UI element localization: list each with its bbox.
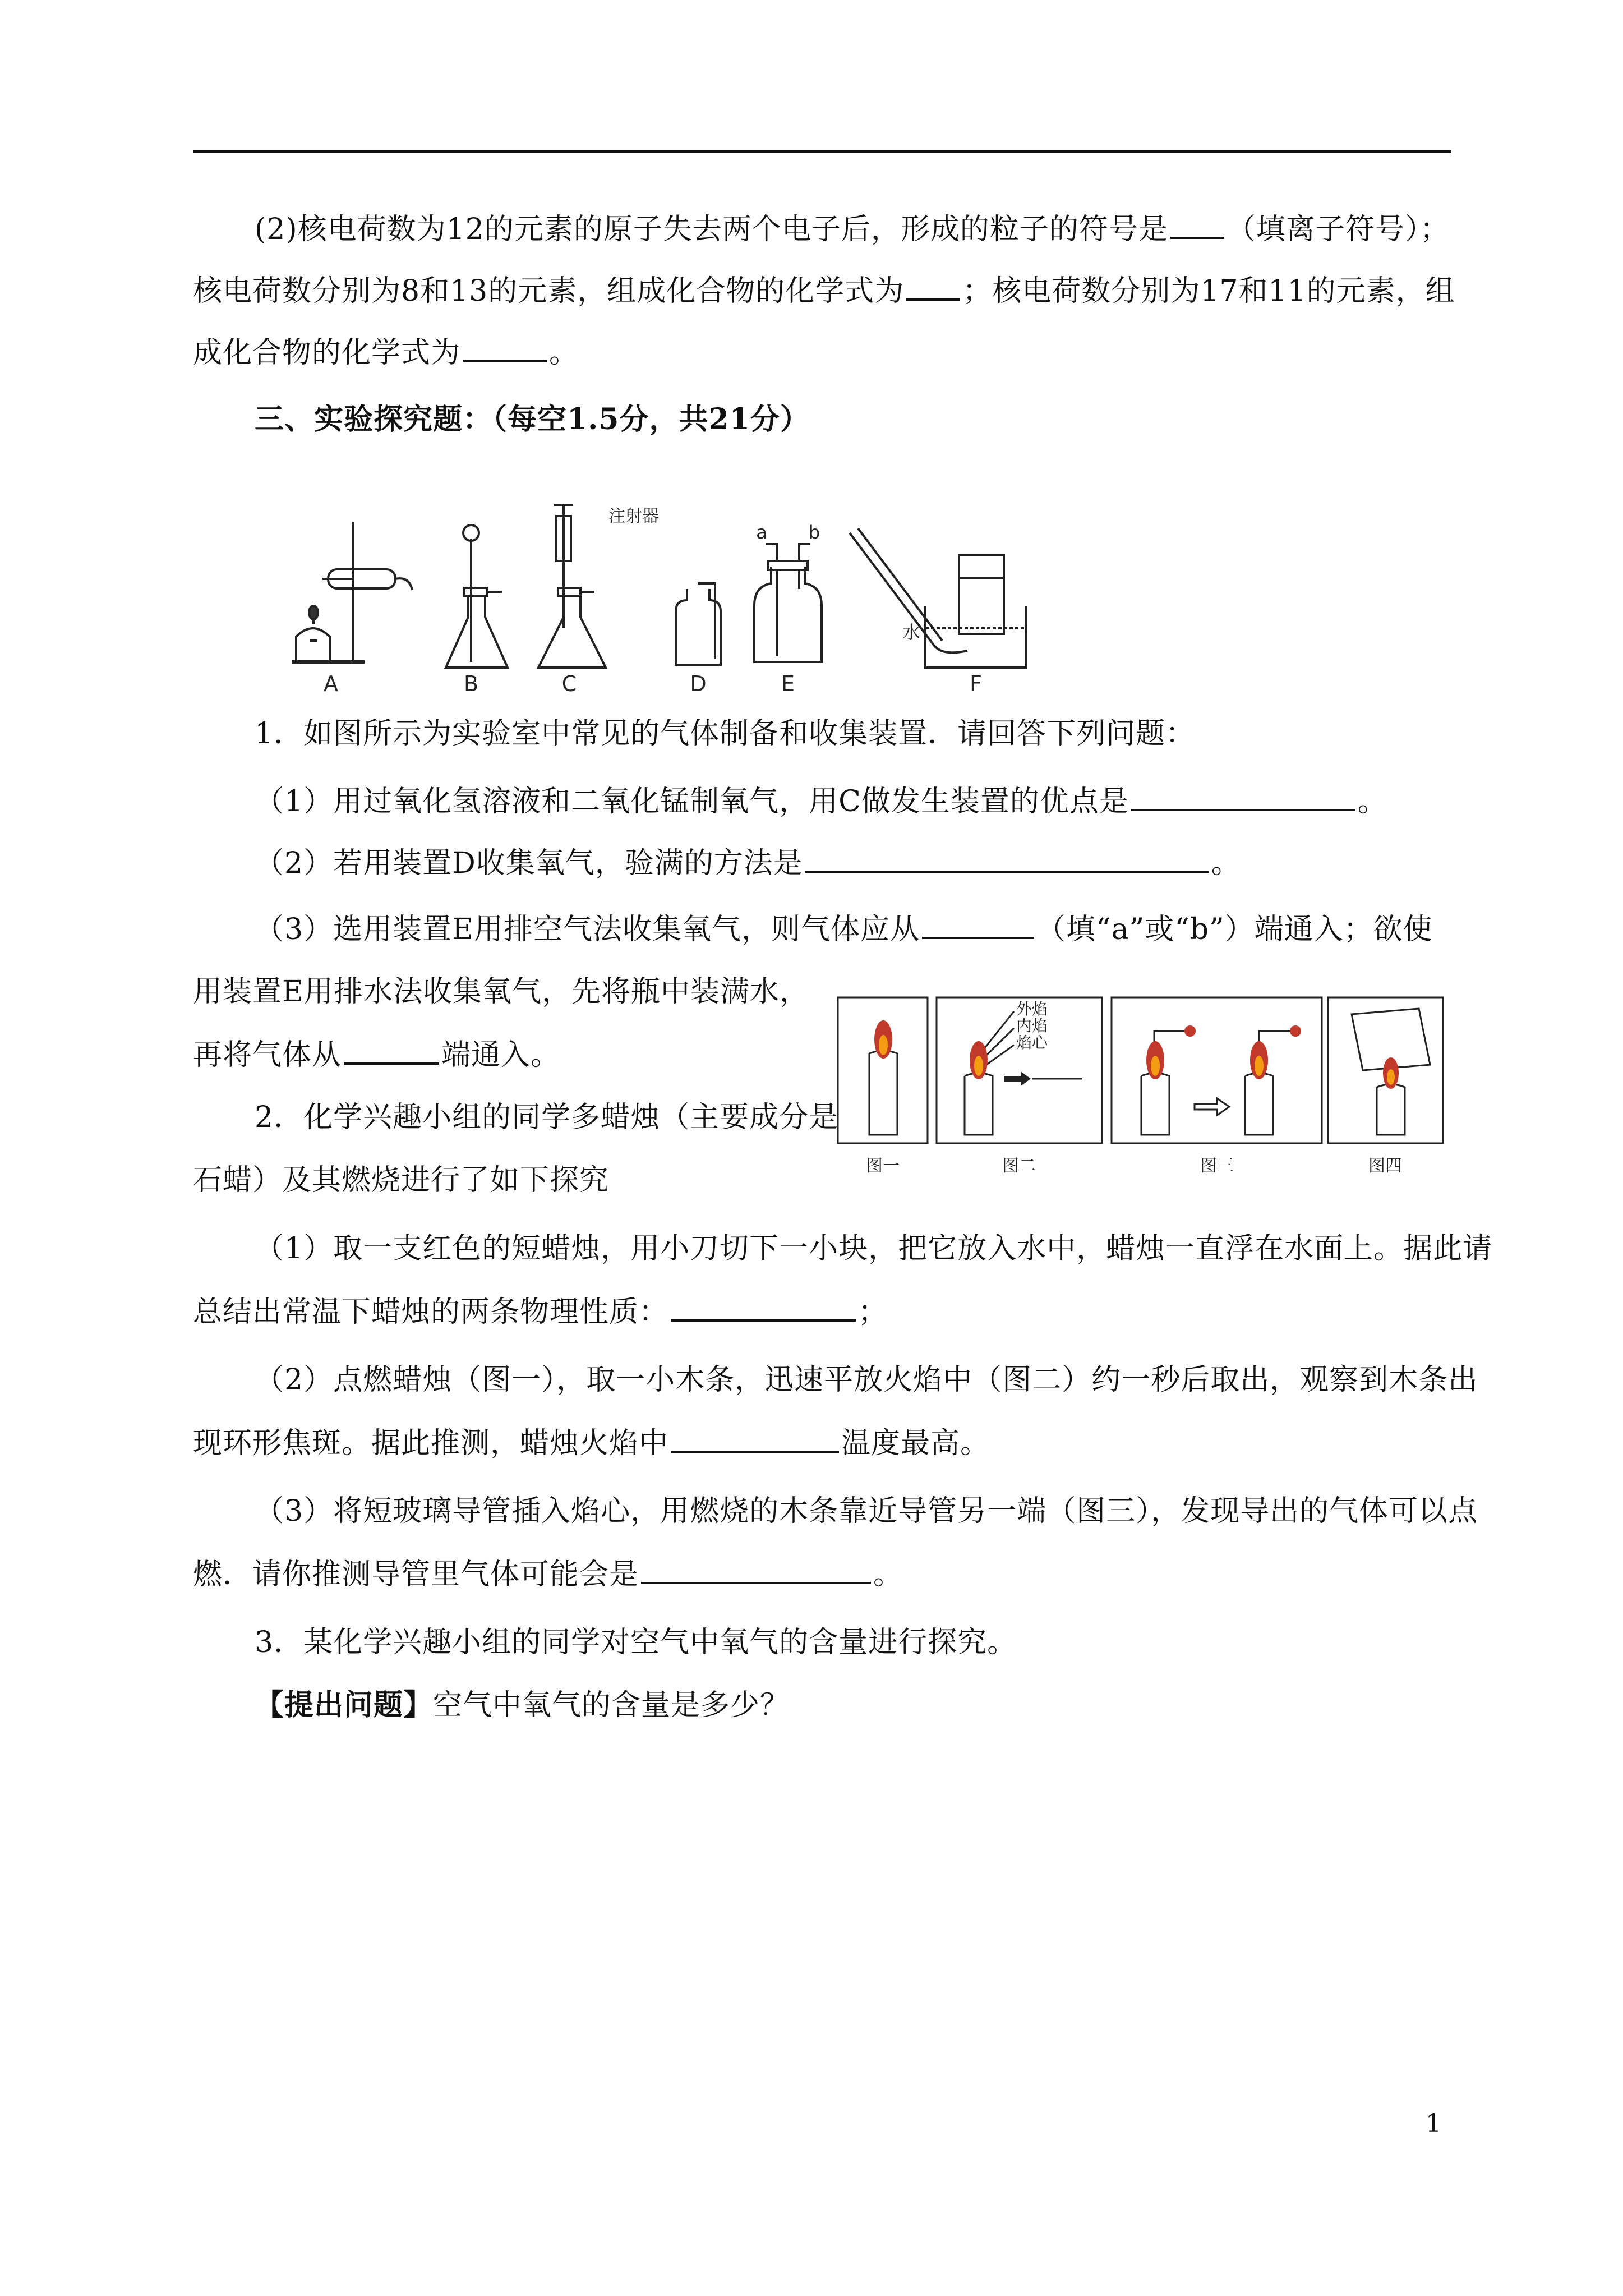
q2-text-2b: ；核电荷数分别为17和11的元素，组 bbox=[962, 274, 1455, 308]
p1-q2 bbox=[255, 846, 1241, 880]
p1-q1 bbox=[255, 784, 1387, 818]
q2-line-2 bbox=[193, 274, 1455, 308]
p2-q3-line-2 bbox=[193, 1557, 903, 1591]
header-rule bbox=[193, 150, 1451, 153]
apparatus-d-icon bbox=[676, 583, 721, 665]
syringe-label: 注射器 bbox=[608, 507, 659, 526]
water-label: 水 bbox=[902, 622, 921, 643]
p2-q3-line-1: （3）将短玻璃导管插入焰心，用燃烧的木条靠近导管另一端（图三），发现导出的气体可以点 bbox=[255, 1494, 1478, 1528]
section-heading: 三、实验探究题：（每空1.5分，共21分） bbox=[255, 402, 810, 436]
q2-line-1 bbox=[255, 212, 1450, 246]
flame-label-outer: 外焰 bbox=[1016, 1000, 1048, 1018]
p3-question-line bbox=[255, 1688, 790, 1722]
p2-q3-end: 。 bbox=[873, 1558, 903, 1591]
answer-blank-hottest-flame[interactable] bbox=[671, 1426, 839, 1453]
p1-q3-text-3: 再将气体从 bbox=[193, 1038, 342, 1072]
q2-text-1a: (2)核电荷数为12的元素的原子失去两个电子后，形成的粒子的符号是 bbox=[255, 213, 1168, 246]
label-a: A bbox=[324, 671, 338, 696]
p1-q1-end: 。 bbox=[1357, 785, 1387, 818]
p2-q1-end: ； bbox=[858, 1295, 888, 1329]
p3-bracket-label: 【提出问题】 bbox=[255, 1688, 434, 1722]
p1-q3-text-2: （填“a”或“b”）端通入；欲使 bbox=[1036, 913, 1433, 946]
p2-q2-text: 现环形焦斑。据此推测，蜡烛火焰中 bbox=[193, 1427, 669, 1460]
apparatus-figure bbox=[280, 494, 1122, 696]
apparatus-b-icon bbox=[446, 525, 508, 668]
p2-q3-text: 燃．请你推测导管里气体可能会是 bbox=[193, 1558, 639, 1591]
p1-intro: 1．如图所示为实验室中常见的气体制备和收集装置．请回答下列问题： bbox=[255, 717, 1196, 751]
apparatus-f-icon bbox=[850, 528, 1026, 668]
p2-q1-text: 总结出常温下蜡烛的两条物理性质： bbox=[193, 1295, 669, 1329]
p2-intro-2: 石蜡）及其燃烧进行了如下探究 bbox=[193, 1163, 610, 1197]
answer-blank-e-air-inlet[interactable] bbox=[922, 912, 1034, 939]
p2-q1-line-2 bbox=[193, 1295, 888, 1329]
answer-blank-formula-2[interactable] bbox=[463, 335, 547, 362]
p1-q3-text-4: 端通入。 bbox=[441, 1038, 561, 1072]
p1-q3-line-3 bbox=[193, 1038, 560, 1072]
p2-q2-line-2 bbox=[193, 1426, 990, 1460]
caption-fig-1: 图一 bbox=[866, 1156, 900, 1176]
label-e: E bbox=[781, 671, 795, 696]
flame-label-core: 焰心 bbox=[1016, 1033, 1048, 1052]
q2-text-1b: （填离子符号）； bbox=[1226, 213, 1450, 246]
answer-blank-c-advantage[interactable] bbox=[1131, 784, 1355, 811]
answer-blank-formula-1[interactable] bbox=[906, 274, 960, 301]
answer-blank-d-full-check[interactable] bbox=[805, 846, 1209, 873]
p1-q3-line-1 bbox=[255, 912, 1433, 946]
answer-blank-ion-symbol[interactable] bbox=[1170, 212, 1224, 239]
p1-q3-line-2: 用装置E用排水法收集氧气，先将瓶中装满水， bbox=[193, 975, 809, 1009]
p2-intro-1: 2．化学兴趣小组的同学多蜡烛（主要成分是 bbox=[255, 1101, 839, 1134]
caption-fig-4: 图四 bbox=[1368, 1156, 1402, 1176]
p2-q1-line-1: （1）取一支红色的短蜡烛，用小刀切下一小块，把它放入水中，蜡烛一直浮在水面上。据此请 bbox=[255, 1232, 1493, 1266]
flame-label-inner: 内焰 bbox=[1016, 1016, 1048, 1035]
label-c: C bbox=[561, 671, 577, 696]
apparatus-a-icon bbox=[292, 522, 412, 662]
p1-q3-text-1: （3）选用装置E用排空气法收集氧气，则气体应从 bbox=[255, 913, 920, 946]
p1-q2-text: （2）若用装置D收集氧气，验满的方法是 bbox=[255, 846, 803, 880]
answer-blank-physical-properties[interactable] bbox=[671, 1295, 856, 1322]
apparatus-c-icon bbox=[538, 505, 606, 668]
label-d: D bbox=[690, 671, 707, 696]
p2-q2-line-1: （2）点燃蜡烛（图一），取一小木条，迅速平放火焰中（图二）约一秒后取出，观察到木条出 bbox=[255, 1363, 1478, 1397]
p3-question-text: 空气中氧气的含量是多少？ bbox=[433, 1688, 790, 1722]
port-b-label: b bbox=[808, 522, 820, 543]
p2-q2-end: 温度最高。 bbox=[841, 1427, 990, 1460]
candle-figure bbox=[836, 992, 1458, 1182]
q2-text-2a: 核电荷数分别为8和13的元素，组成化合物的化学式为 bbox=[193, 274, 905, 308]
p1-q2-end: 。 bbox=[1211, 846, 1241, 880]
answer-blank-tube-gas[interactable] bbox=[641, 1557, 871, 1584]
answer-blank-e-water-inlet[interactable] bbox=[344, 1038, 439, 1065]
label-f: F bbox=[970, 671, 982, 696]
apparatus-e-icon bbox=[754, 544, 822, 662]
p1-q1-text: （1）用过氧化氢溶液和二氧化锰制氧气，用C做发生装置的优点是 bbox=[255, 785, 1129, 818]
q2-line-3 bbox=[193, 335, 579, 370]
page-number: 1 bbox=[1426, 2109, 1441, 2138]
q2-text-3a: 成化合物的化学式为 bbox=[193, 336, 461, 370]
q2-text-3b: 。 bbox=[549, 336, 579, 370]
port-a-label: a bbox=[756, 522, 767, 543]
label-b: B bbox=[463, 671, 479, 696]
p3-intro: 3．某化学兴趣小组的同学对空气中氧气的含量进行探究。 bbox=[255, 1626, 1017, 1659]
caption-fig-2: 图二 bbox=[1002, 1156, 1036, 1176]
caption-fig-3: 图三 bbox=[1200, 1156, 1234, 1176]
